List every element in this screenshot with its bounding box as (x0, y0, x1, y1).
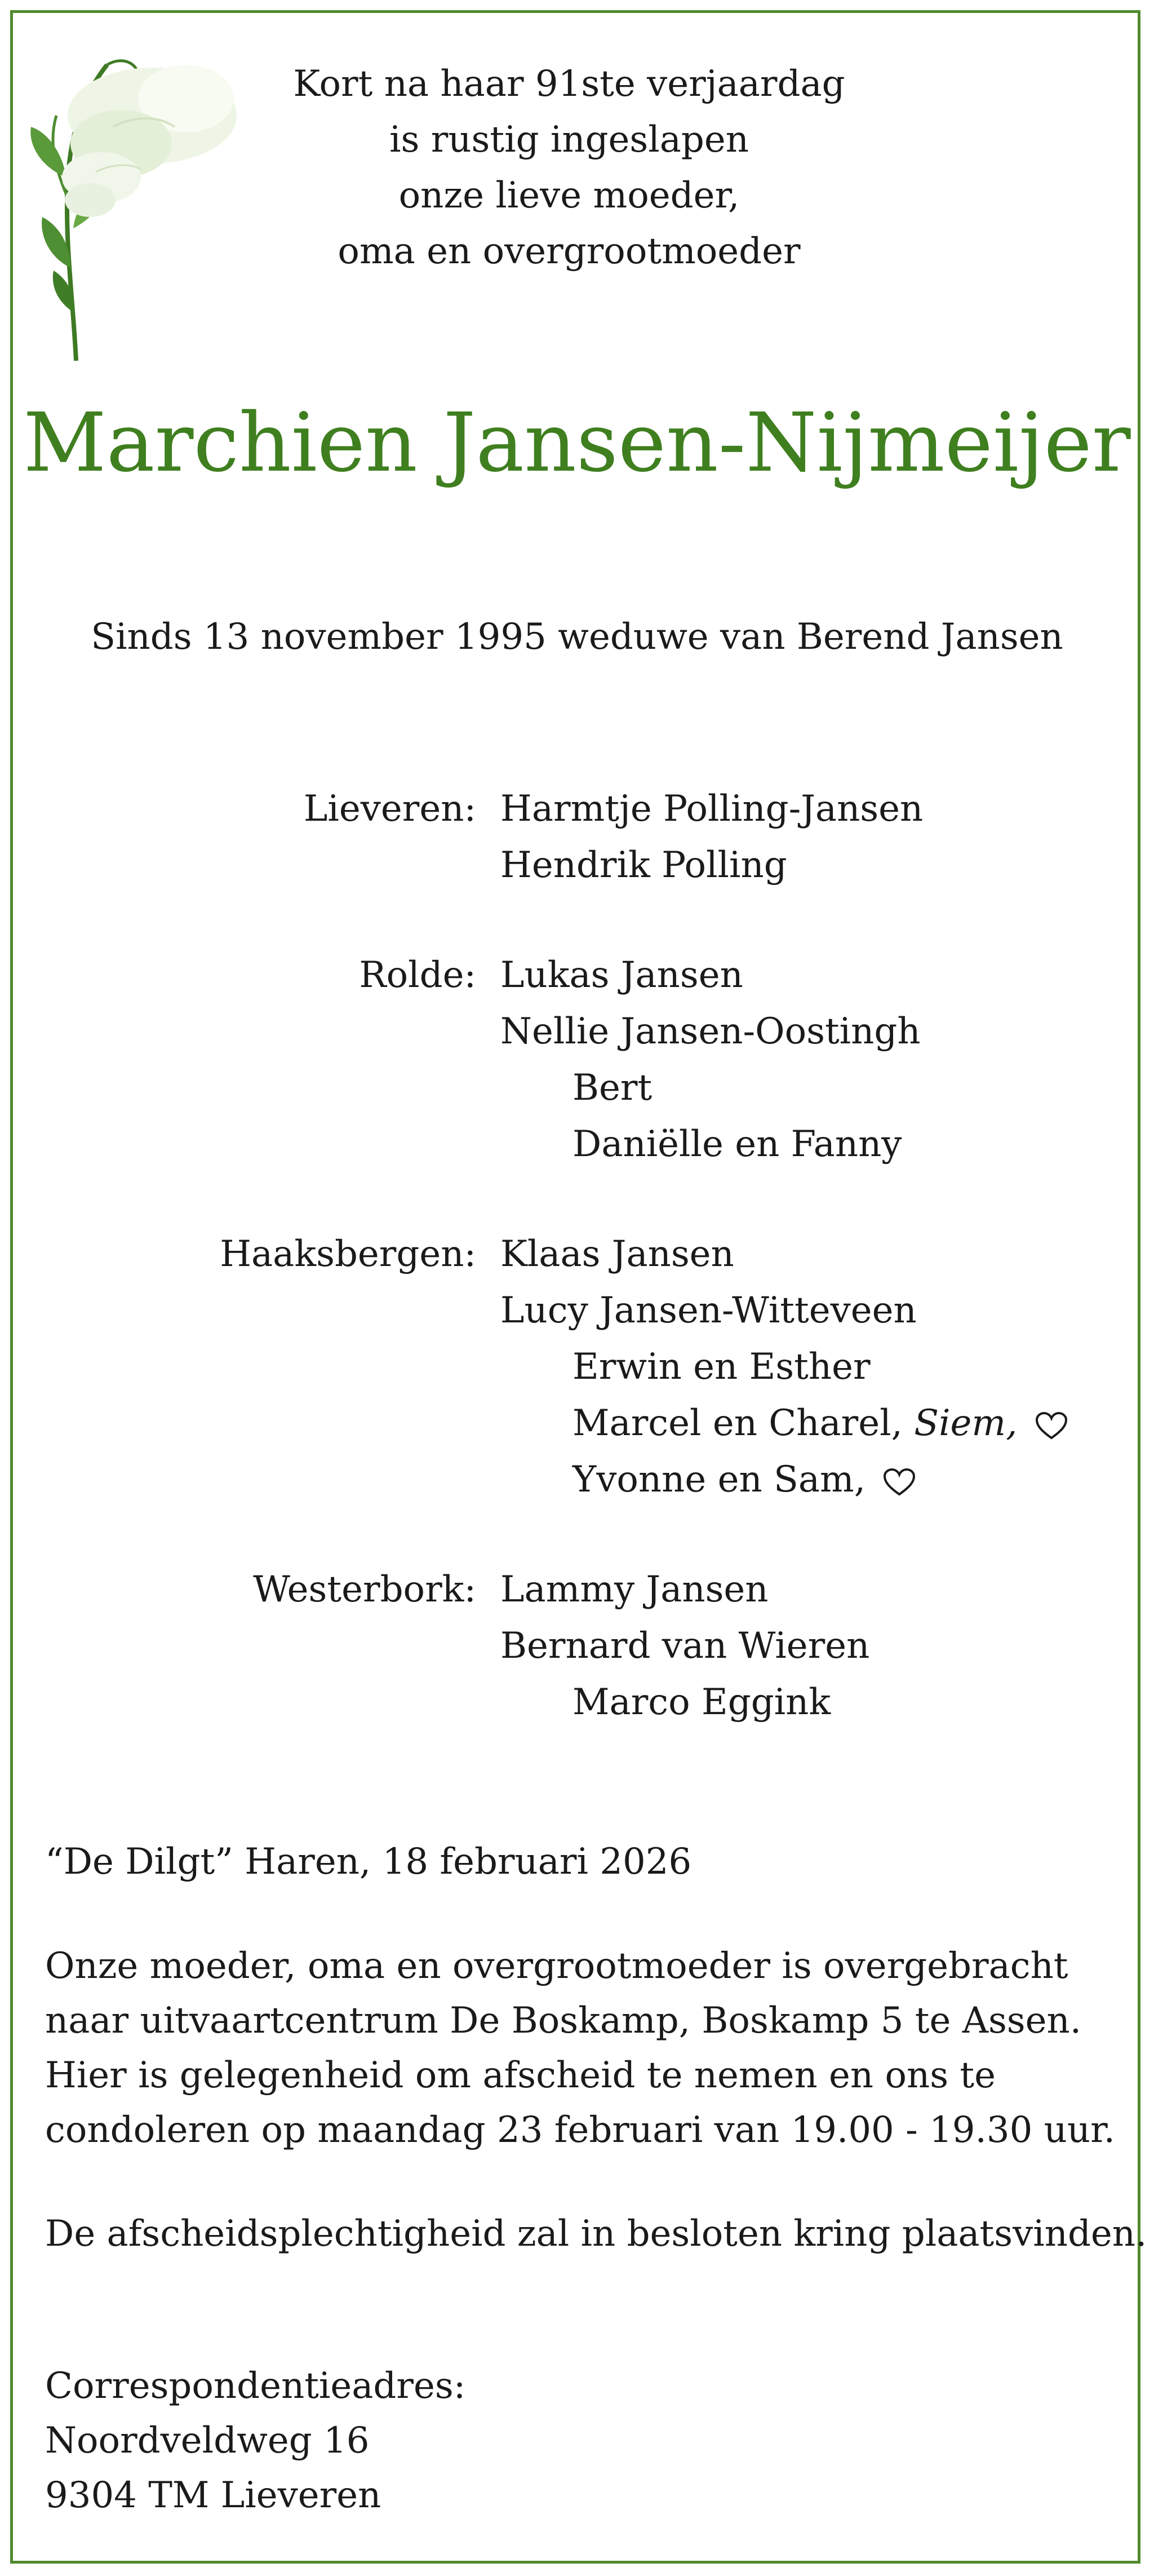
family-member: Bernard van Wieren (500, 1625, 870, 1667)
family-child-yvonne (500, 1451, 1068, 1508)
family-member: Lucy Jansen-Witteveen (500, 1290, 917, 1331)
intro-line: oma en overgrootmoeder (338, 231, 801, 272)
family-place-westerbork: Westerbork: (253, 1569, 476, 1610)
family-member: Harmtje Polling-Jansen (500, 788, 924, 830)
correspondence-city: 9304 TM Lieveren (45, 2475, 381, 2516)
correspondence-address (45, 2359, 1104, 2523)
child-text: Yvonne en Sam, (572, 1459, 866, 1501)
notice-paragraph (45, 1939, 1115, 2158)
child-text: Marcel en Charel, (572, 1402, 903, 1444)
intro-line: is rustig ingeslapen (389, 119, 749, 161)
family-place-rolde: Rolde: (359, 954, 476, 996)
family-member: Nellie Jansen-Oostingh (500, 1011, 921, 1052)
child-italic-name: Siem, (914, 1402, 1018, 1444)
flower-icon (23, 31, 242, 364)
family-child: Bert (572, 1067, 653, 1109)
family-names-haaksbergen (500, 1226, 1068, 1508)
intro-text (248, 56, 890, 280)
widow-line: Sinds 13 november 1995 weduwe van Berend Jansen (91, 616, 1063, 658)
family-place-lieveren: Lieveren: (303, 788, 476, 830)
notice-line: Onze moeder, oma en overgrootmoeder is overgebracht (45, 1945, 1068, 1987)
family-member: Lukas Jansen (500, 954, 743, 996)
ceremony-text: De afscheidsplechtigheid zal in besloten kring plaatsvinden. (45, 2213, 1147, 2255)
notice-line: naar uitvaartcentrum De Boskamp, Boskamp 5 te Assen. (45, 2000, 1082, 2042)
location-date-text: “De Dilgt” Haren, 18 februari 2026 (45, 1841, 692, 1883)
family-names-westerbork (500, 1561, 869, 1730)
family-child: Daniëlle en Fanny (572, 1123, 902, 1165)
family-child: Marco Eggink (572, 1681, 831, 1723)
family-member: Klaas Jansen (500, 1233, 734, 1275)
correspondence-street: Noordveldweg 16 (45, 2420, 370, 2462)
notice-line: Hier is gelegenheid om afscheid te nemen en ons te (45, 2055, 996, 2096)
ceremony-paragraph (45, 2207, 1147, 2261)
family-place-haaksbergen: Haaksbergen: (220, 1233, 476, 1275)
intro-line: onze lieve moeder, (398, 175, 740, 216)
family-child-marcel (500, 1395, 1068, 1451)
family-names-lieveren (500, 781, 923, 893)
intro-line: Kort na haar 91ste verjaardag (293, 63, 845, 105)
notice-line: condoleren op maandag 23 februari van 19.00 - 19.30 uur. (45, 2109, 1115, 2151)
family-member: Lammy Jansen (500, 1569, 769, 1610)
deceased-name: Marchien Jansen-Nijmeijer (23, 395, 1131, 490)
correspondence-label: Correspondentieadres: (45, 2365, 466, 2407)
family-member: Hendrik Polling (500, 844, 787, 886)
heart-icon (1035, 1411, 1068, 1441)
family-names-rolde (500, 947, 921, 1172)
heart-icon (882, 1468, 916, 1497)
location-date (45, 1835, 1104, 1889)
family-child: Erwin en Esther (572, 1346, 871, 1388)
